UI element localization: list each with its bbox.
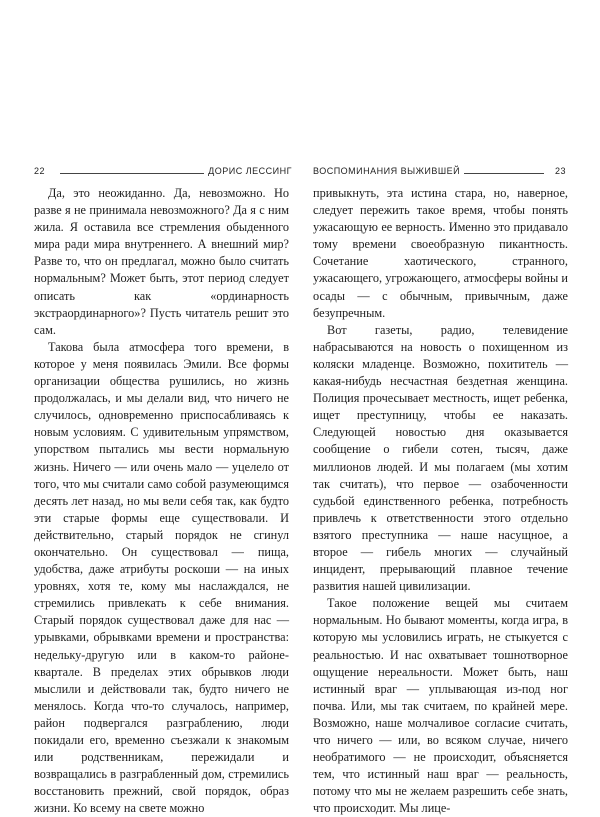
right-running-header xyxy=(313,166,566,178)
running-head: ВОСПОМИНАНИЯ ВЫЖИВШЕЙ xyxy=(313,166,464,176)
paragraph: привыкнуть, эта истина стара, но, наверное, следует пережить такое время, чтобы понять ужасающую ее верность. Именно это придавало тому времени своеобразную пикантность. Сочетание хаотического, странного, ужасающего, угрожающего, атмосферы войны и осады — с обычным, привычным, даже безупречным. xyxy=(313,186,568,320)
left-running-header xyxy=(34,166,292,178)
paragraph: Вот газеты, радио, телевидение набрасываются на новость о похищенном из коляски младенце. Возможно, похититель — какая-нибудь несчастная бездетная женщина. Полиция прочесывает местность, ищет ребенка, ищет преступницу, чтобы ее наказать. Следующей новостью дня оказывается сообщение о гибели сотен, тысяч, даже миллионов людей. И мы полагаем (мы хотим так считать), что первое — озабоченности судьбой единственного ребенка, потребность привлечь к ответственности этого отдельно взятого преступника — наше насущное, а второе — гибель многих — случайный инцидент, прерывающий плавное течение развития нашей цивилизации. xyxy=(313,322,568,594)
paragraph: Такое положение вещей мы считаем нормальным. Но бывают моменты, когда игра, в которую мы условились играть, не стыкуется с реальностью. И нас охватывает тошнотворное ощущение нереальности. Может быть, наш истинный враг — уплывающая из-под ног почва. Или, мы так считаем, по крайней мере. Возможно, наше молчаливое согласие считать, что ничего — или, во всяком случае, ничего необратимого — не происходит, объясняется тем, что истинный наш враг — реальность, потому что мы не желаем разрешить себе знать, что происходит. Мы лице- xyxy=(313,596,568,816)
paragraph: Да, это неожиданно. Да, невозможно. Но разве я не принимала невозможного? Да я с ним жила. Я оставила все стремления обыденного мира ради мира внутреннего. А внешний мир? Разве то, что он предлагал, можно было считать нормальным? Может быть, этот период следует описать как «ординарность экстраординарного»? Пусть читатель решит это сам. xyxy=(34,186,289,337)
right-page-body xyxy=(313,185,568,817)
left-page-body xyxy=(34,185,289,817)
page-number: 23 xyxy=(551,166,566,176)
running-head: ДОРИС ЛЕССИНГ xyxy=(204,166,292,176)
paragraph: Такова была атмосфера того времени, в которое у меня появилась Эмили. Все формы организации общества рушились, но жизнь продолжалась, и мы делали вид, что ничего не случилось, одновременно приспосабливаясь к новым условиям. С удивительным упрямством, упорством пытались мы вести нормальную жизнь. Ничего — или очень мало — уцелело от того, что мы считали само собой разумеющимся десять лет назад, но мы вели себя так, как будто эти старые формы еще существовали. И действительно, старый порядок не сгинул окончательно. Он существовал — пища, удобства, даже атрибуты роскоши — на иных уровнях, хотя те, кому мы наслаждался, не стремились привлекать к себе внимания. Старый порядок существовал даже для нас — урывками, обрывками времени и пространства: недельку-другую или в каком-то районе-квартале. В пределах этих обрывков люди мыслили и действовали так, будто ничего не менялось. Когда что-то случалось, например, район подвергался разграблению, люди покидали его, временно съезжали к знакомым или родственникам, пережидали и возвращались в разграбленный дом, стремились восстановить прежний, свой порядок, образ жизни. Ко всему на свете можно xyxy=(34,339,289,816)
page-number: 22 xyxy=(34,166,46,176)
